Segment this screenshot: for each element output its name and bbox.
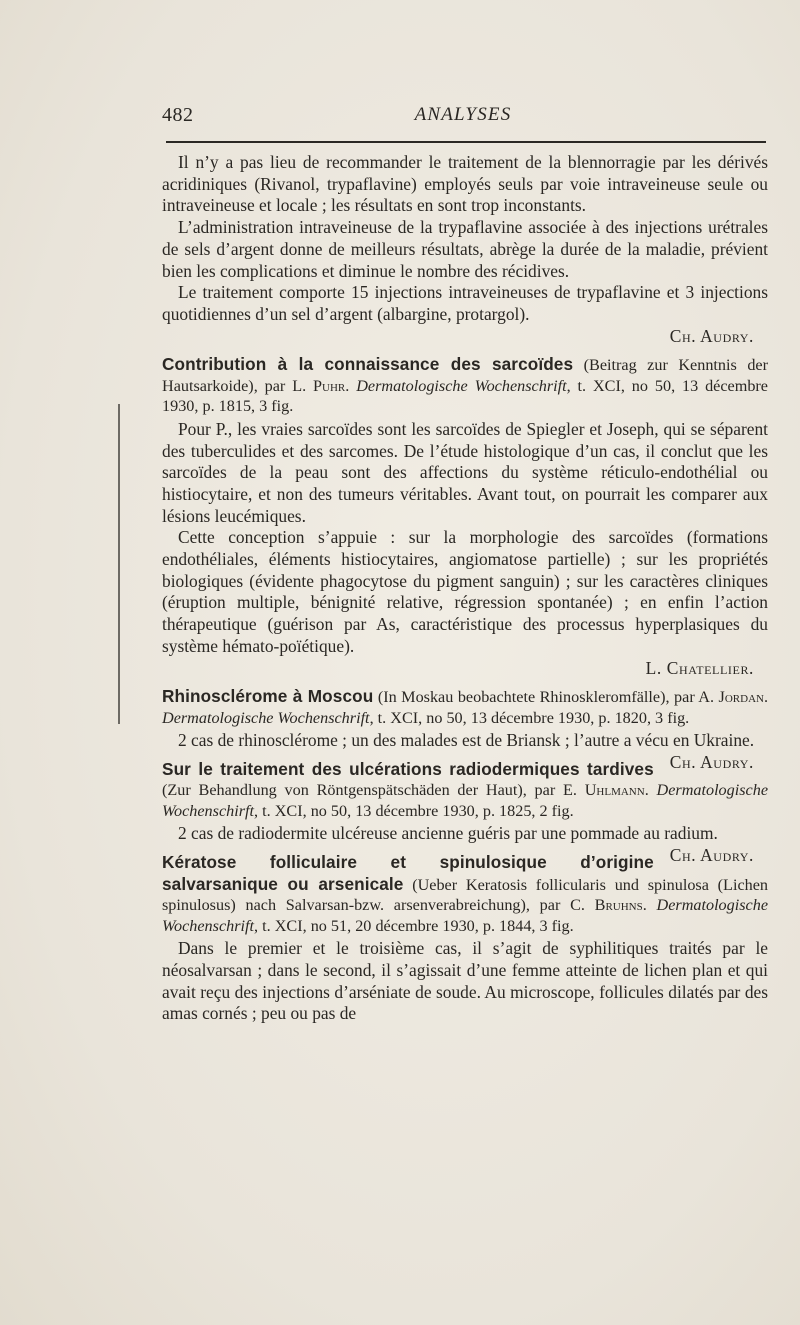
article-heading: Rhinosclérome à Moscou (In Moskau beobachtete Rhinoskleromfälle), par A. Jordan. Dermatologische Wochenschrift, t. XCI, no 50, 13 décembre 1930, p. 1820, 3 fig.: [162, 686, 769, 727]
author-name: Jordan: [718, 688, 764, 707]
header-rule: [166, 141, 766, 143]
article-title: Kératose folliculaire et spinulosique d’origine salvarsanique ou arsenicale: [162, 852, 654, 894]
article-heading: Contribution à la connaissance des sarcoïdes (Beitrag zur Kenntnis der Hautsarkoide), par L. Puhr. Dermatologische Wochenschrift, t. XCI, no 50, 13 décembre 1930, p. 1815, 3 fig.: [162, 354, 768, 416]
paragraph: L’administration intraveineuse de la trypaflavine associée à des injections urétrales de sels d’argent donne de meilleurs résultats, abrège la durée de la maladie, prévient bien les complications et diminue le nombre des récidives.: [162, 217, 768, 281]
article-title: Rhinosclérome à Moscou: [162, 686, 374, 707]
paragraph: 2 cas de radiodermite ulcéreuse ancienne guéris par une pommade au radium. Ch. Audry.: [162, 823, 768, 845]
journal-name: Dermatologische Wochenschrift: [162, 896, 769, 935]
signature: L. Chatellier.: [645, 657, 754, 678]
article-heading: Kératose folliculaire et spinulosique d’origine salvarsanique ou arsenicale (Ueber Keratosis follicularis und spinulosa (Lichen spinulosus) nach Salvarsan-bzw. arsenverabreichung), par C. Bruhns. Dermatologische Wochenschrift, t. XCI, no 51, 20 décembre 1930, p. 1844, 3 fig.: [162, 852, 769, 935]
article-reference: (In Moskau beobachtete Rhinoskleromfälle), par A.: [377, 688, 719, 707]
running-head: [162, 104, 764, 130]
margin-line-mark: [118, 404, 120, 724]
article-heading: Sur le traitement des ulcérations radiodermiques tardives (Zur Behandlung von Röntgenspätschäden der Haut), par E. Uhlmann. Dermatologische Wochenschirft, t. XCI, no 50, 13 décembre 1930, p. 1825, 2 fig.: [162, 758, 769, 820]
paragraph: Dans le premier et le troisième cas, il s’agit de syphilitiques traités par le néosalvarsan ; dans le second, il s’agissait d’une femme atteinte de lichen plan et qui avait reçu des injections d’arséniate de soude. Au microscope, follicules dilatés par des amas cornés ; peu ou pas de: [162, 938, 768, 1024]
paragraph: Le traitement comporte 15 injections intraveineuses de trypaflavine et 3 injections quotidiennes d’un sel d’argent (albargine, protargol).: [162, 282, 768, 324]
author-name: Uhlmann: [584, 781, 645, 800]
journal-name: Dermatologische Wochenschrift: [356, 376, 567, 395]
paragraph: Pour P., les vraies sarcoïdes sont les sarcoïdes de Spiegler et Joseph, qui se séparent des tuberculides et des sarcomes. De l’étude histologique d’un cas, il conclut que les sarcoïdes de la peau sont des affections du système réticulo-endothélial ou histiocytaire, et non des tumeurs véritables. Avant tout, on pourrait les comparer aux lésions leucémiques.: [162, 418, 768, 526]
article-title: Contribution à la connaissance des sarcoïdes: [162, 354, 574, 375]
paragraph: Il n’y a pas lieu de recommander le traitement de la blennorragie par les dérivés acridiniques (Rivanol, trypaflavine) employés seuls par voie intraveineuse seule ou intraveineuse et locale ; les résultats en sont trop inconstants.: [162, 152, 768, 216]
signature: Ch. Audry.: [669, 751, 754, 772]
paragraph: 2 cas de rhinosclérome ; un des malades est de Briansk ; l’autre a vécu en Ukraine. Ch. Audry.: [162, 730, 768, 752]
article-reference: (Zur Behandlung von Röntgenspätschäden der Haut), par E.: [162, 781, 585, 800]
section-title: ANALYSES: [414, 104, 512, 125]
paragraph: Cette conception s’appuie : sur la morphologie des sarcoïdes (formations endothéliales, éléments histiocytaires, angiomatose partielle) ; sur les propriétés biologiques (évidente phagocytose du pigment sanguin) ; sur les caractères cliniques (éruption multiple, bénignité relative, régression spontanée) ; en enfin l’action thérapeutique (guérison par As, caractéristique des processus hyperplasiques du système hémato-poïétique).: [162, 527, 768, 656]
journal-name: Dermatologische Wochenschirft: [162, 781, 769, 820]
signature: Ch. Audry.: [669, 845, 754, 866]
article-reference: (Beitrag zur Kenntnis der Hautsarkoide), par L.: [162, 356, 768, 395]
page-body: [162, 152, 768, 1025]
signature: Ch. Audry.: [669, 325, 754, 346]
author-name: Bruhns: [594, 896, 643, 915]
article-title: Sur le traitement des ulcérations radiodermiques tardives: [162, 758, 654, 779]
author-name: Puhr: [313, 376, 346, 395]
journal-name: Dermatologische Wochenschrift: [162, 708, 370, 727]
page-number: 482: [162, 104, 194, 126]
article-reference: (Ueber Keratosis follicularis und spinulosa (Lichen spinulosus) nach Salvarsan-bzw. arsenverabreichung), par C.: [162, 875, 768, 915]
